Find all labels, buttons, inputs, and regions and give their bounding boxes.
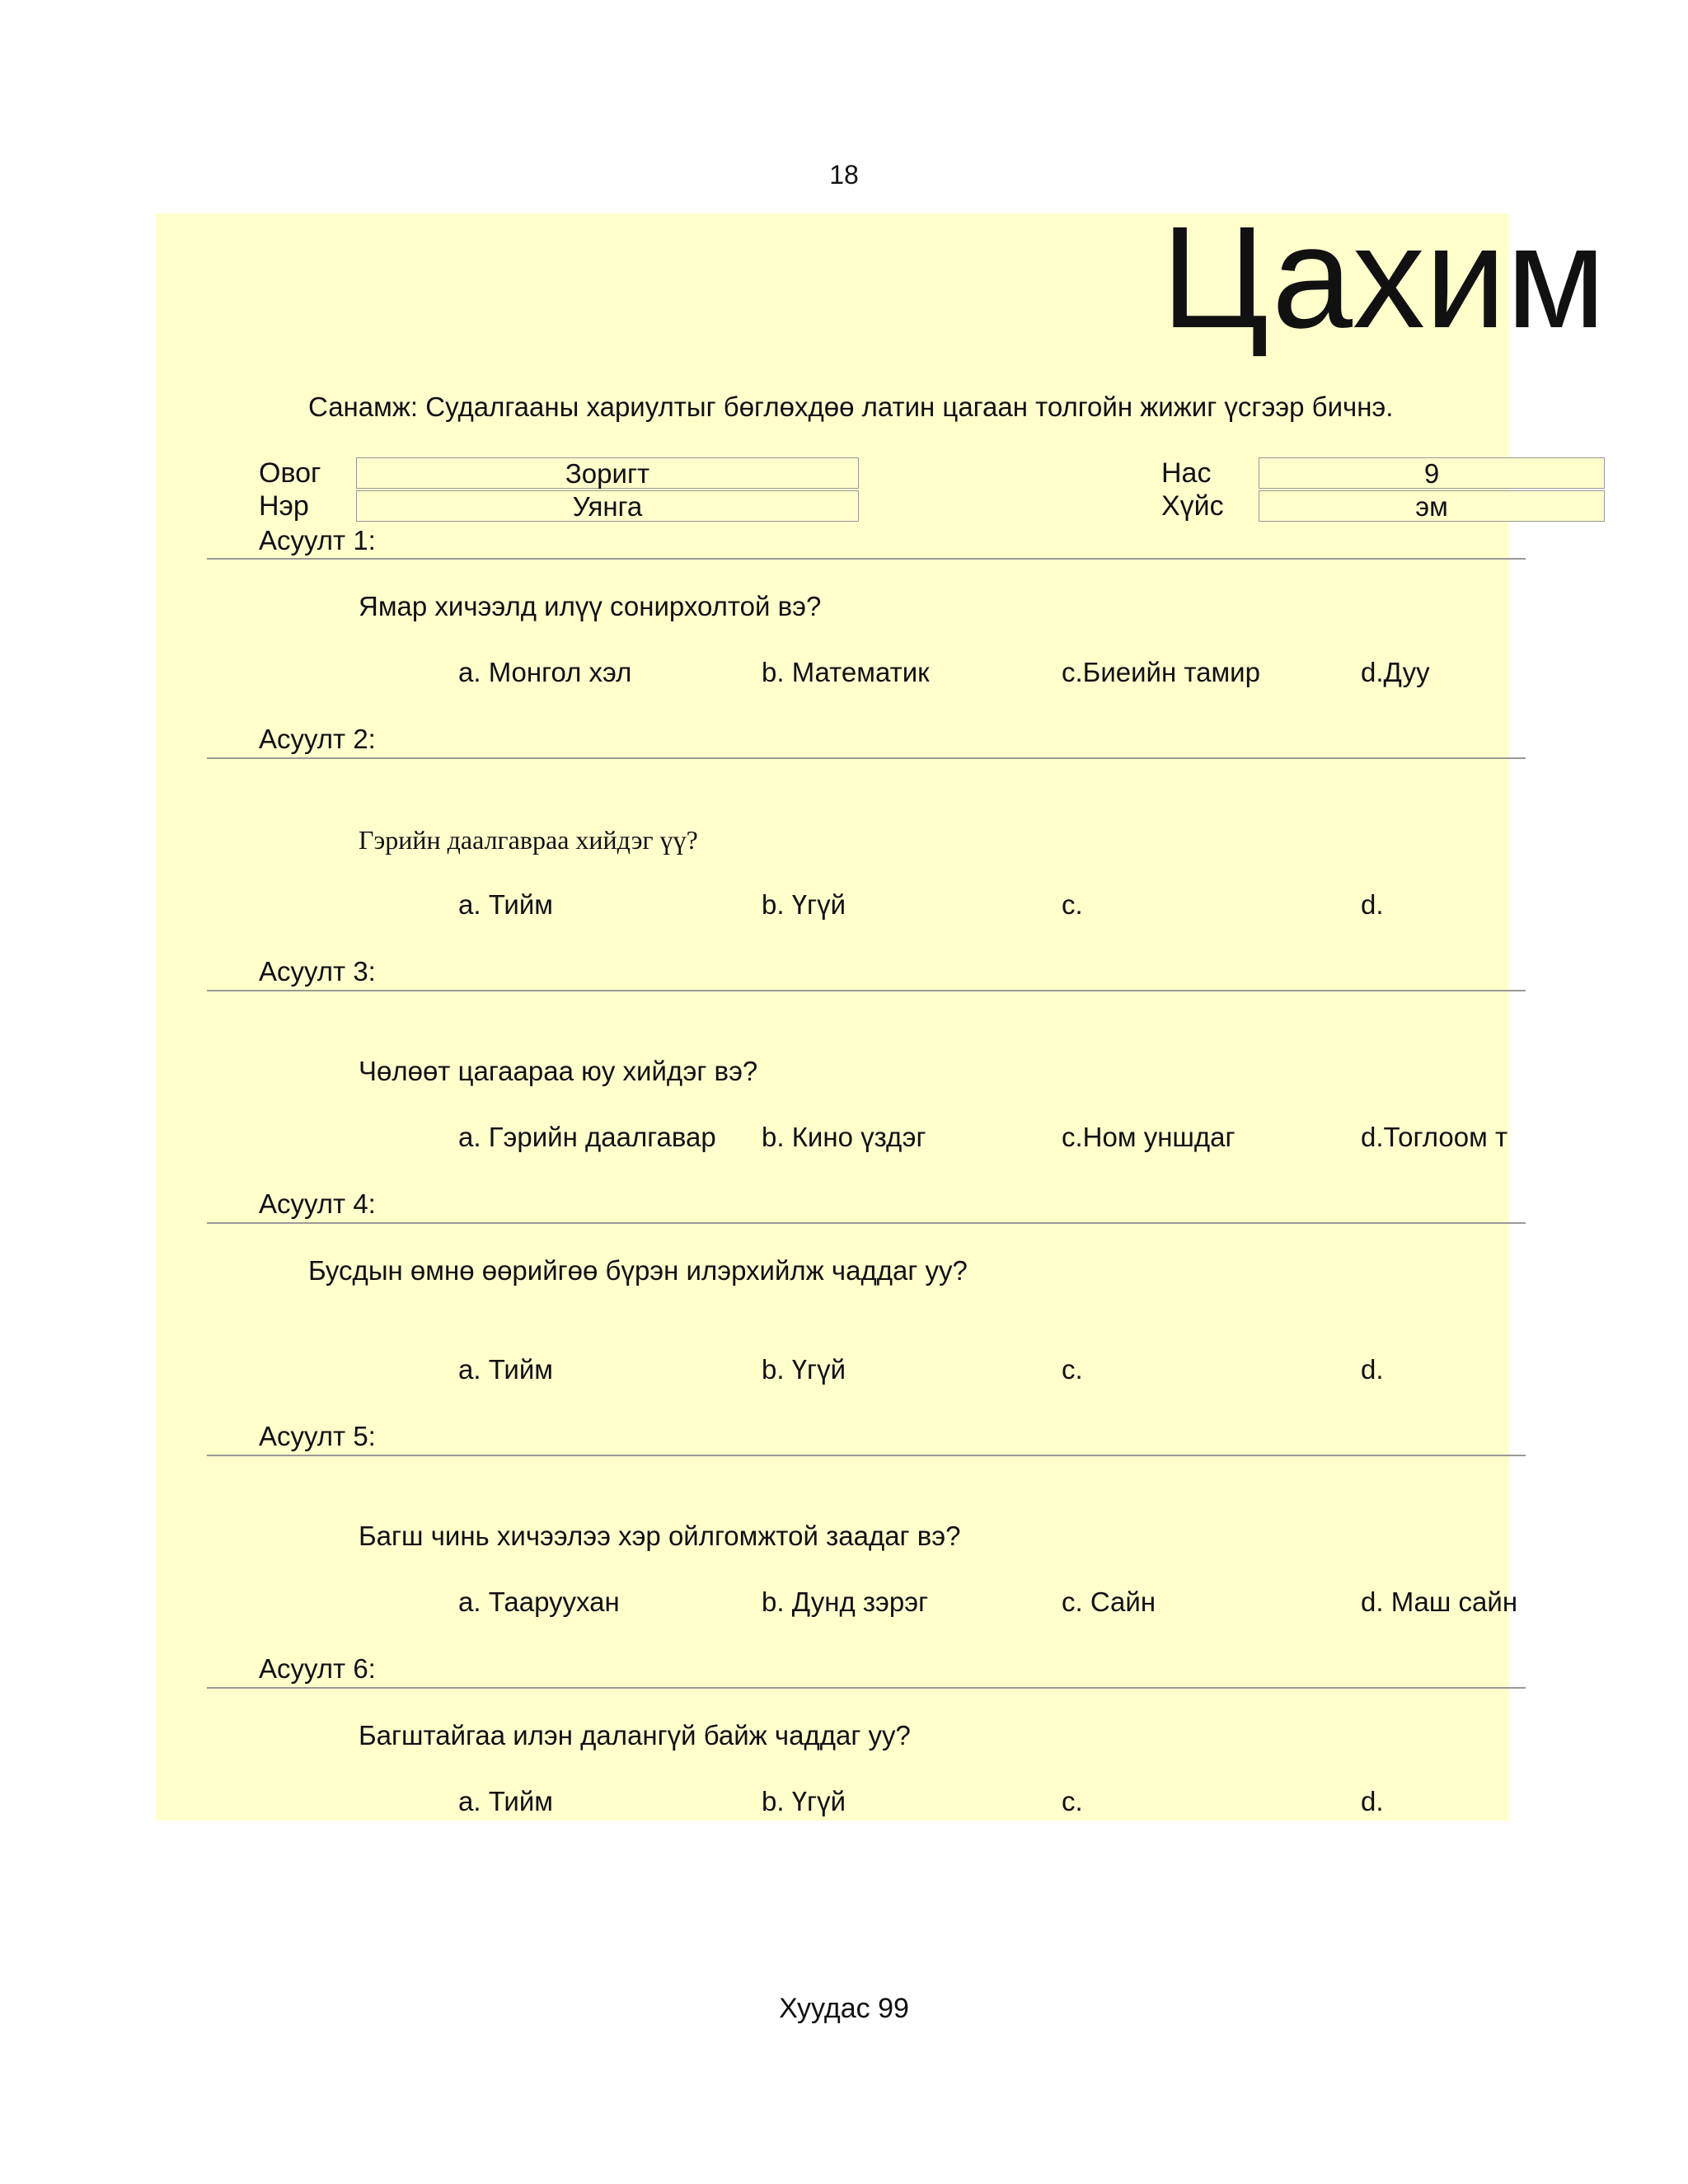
instruction-note: Санамж: Судалгааны хариултыг бөглөхдөө латин цагаан толгойн жижиг үсгээр бичнэ. (308, 391, 1394, 422)
question-4-option-d[interactable]: d. (1361, 1354, 1384, 1385)
question-1-option-d[interactable]: d.Дуу (1361, 657, 1430, 687)
question-6-divider (207, 1687, 1526, 1689)
sheet-title: Цахим (1161, 197, 1606, 359)
question-4-divider (207, 1222, 1526, 1224)
question-6-option-d[interactable]: d. (1361, 1786, 1384, 1816)
question-1-text: Ямар хичээлд илүү сонирхолтой вэ? (359, 591, 822, 621)
question-1-label: Асуулт 1: (259, 525, 376, 555)
question-2-text: Гэрийн даалгавраа хийдэг үү? (359, 825, 698, 855)
question-5-divider (207, 1455, 1526, 1456)
question-6-text: Багштайгаа илэн далангүй байж чаддаг уу? (359, 1720, 911, 1750)
question-3-divider (207, 990, 1526, 991)
ner-field[interactable]: Уянга (356, 490, 859, 522)
page-number-top: 18 (829, 160, 859, 190)
question-2-option-b[interactable]: b. Үгүй (762, 889, 846, 920)
huis-label: Хүйс (1161, 490, 1224, 522)
question-1-option-c[interactable]: c.Биеийн тамир (1062, 657, 1260, 687)
question-3-option-c[interactable]: c.Ном уншдаг (1062, 1122, 1236, 1152)
question-2-option-c[interactable]: c. (1062, 889, 1083, 920)
ner-label: Нэр (259, 490, 309, 522)
question-4-option-a[interactable]: a. Тийм (458, 1354, 553, 1385)
question-5-option-b[interactable]: b. Дунд зэрэг (762, 1586, 929, 1617)
nas-label: Нас (1161, 457, 1212, 489)
question-3-option-d[interactable]: d.Тоглоом т (1361, 1122, 1508, 1152)
question-1-option-a[interactable]: a. Монгол хэл (458, 657, 632, 687)
question-6-label: Асуулт 6: (259, 1653, 376, 1684)
question-2-option-d[interactable]: d. (1361, 889, 1384, 920)
question-5-option-c[interactable]: c. Сайн (1062, 1586, 1156, 1617)
question-1-divider (207, 558, 1526, 560)
ovog-field[interactable]: Зоригт (356, 457, 859, 489)
ovog-label: Овог (259, 457, 321, 489)
question-3-text: Чөлөөт цагаараа юу хийдэг вэ? (359, 1056, 758, 1086)
question-3-option-a[interactable]: a. Гэрийн даалгавар (458, 1122, 716, 1152)
question-6-option-a[interactable]: a. Тийм (458, 1786, 553, 1816)
question-4-option-c[interactable]: c. (1062, 1354, 1083, 1385)
question-5-option-a[interactable]: a. Тааруухан (458, 1586, 620, 1617)
question-4-text: Бусдын өмнө өөрийгөө бүрэн илэрхийлж чаддаг уу? (308, 1255, 968, 1286)
question-2-divider (207, 757, 1526, 759)
question-6-option-c[interactable]: c. (1062, 1786, 1083, 1816)
question-3-option-b[interactable]: b. Кино үздэг (762, 1122, 926, 1152)
question-4-label: Асуулт 4: (259, 1188, 376, 1219)
question-2-option-a[interactable]: a. Тийм (458, 889, 553, 920)
question-1-option-b[interactable]: b. Математик (762, 657, 930, 687)
survey-sheet (156, 197, 1606, 1821)
question-4-option-b[interactable]: b. Үгүй (762, 1354, 846, 1385)
question-2-label: Асуулт 2: (259, 724, 376, 754)
page-footer: Хуудас 99 (779, 1993, 909, 2024)
huis-field[interactable]: эм (1259, 490, 1605, 522)
question-5-label: Асуулт 5: (259, 1421, 376, 1451)
question-3-label: Асуулт 3: (259, 956, 376, 987)
question-5-option-d[interactable]: d. Маш сайн (1361, 1586, 1518, 1617)
nas-field[interactable]: 9 (1259, 457, 1605, 489)
question-5-text: Багш чинь хичээлээ хэр ойлгомжтой заадаг вэ? (359, 1521, 961, 1551)
question-6-option-b[interactable]: b. Үгүй (762, 1786, 846, 1816)
